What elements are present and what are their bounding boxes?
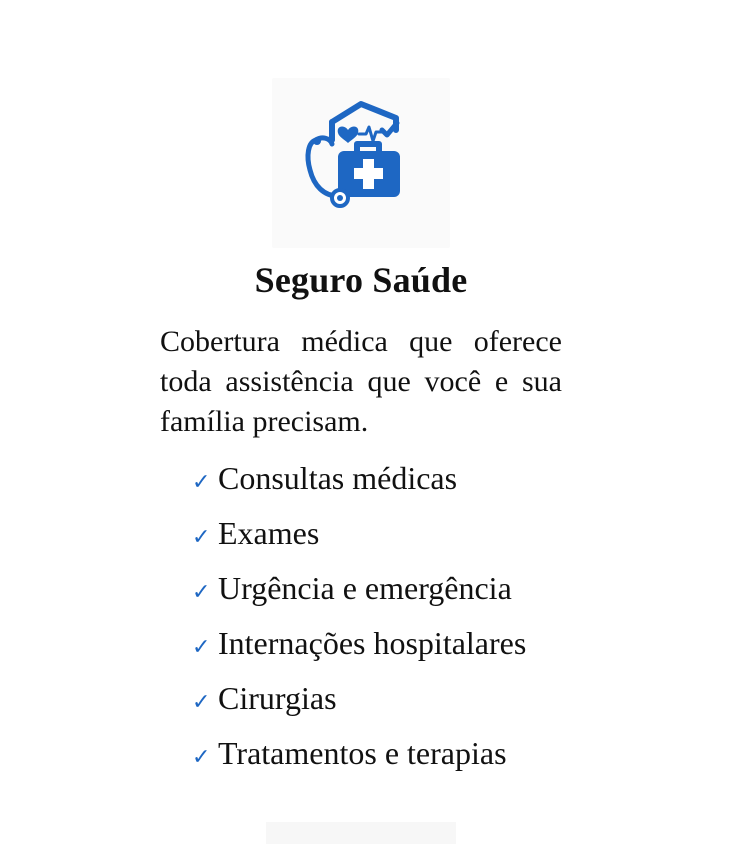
list-item — [192, 450, 526, 505]
list-item — [192, 505, 526, 560]
checkmark-icon: ✓ — [192, 579, 211, 605]
checkmark-icon: ✓ — [192, 469, 211, 495]
list-item-label: Consultas médicas — [218, 459, 458, 496]
list-item-label: Internações hospitalares — [218, 624, 527, 661]
list-item-label: Cirurgias — [218, 679, 337, 716]
list-item-label: Urgência e emergência — [218, 569, 512, 606]
checkmark-icon: ✓ — [192, 689, 211, 715]
list-item — [192, 670, 526, 725]
card-title: Seguro Saúde — [254, 260, 468, 300]
card-description: Cobertura médica que oferece toda assistência que você e sua família precisam. — [160, 325, 562, 438]
list-item-label: Exames — [218, 514, 320, 551]
next-card-edge — [266, 822, 456, 844]
list-item-label: Tratamentos e terapias — [218, 734, 507, 771]
list-item — [192, 560, 526, 615]
list-item — [192, 725, 526, 780]
medical-kit-shield-stethoscope-icon — [296, 96, 426, 226]
checkmark-icon: ✓ — [192, 524, 211, 550]
health-insurance-logo — [272, 78, 450, 248]
checkmark-icon: ✓ — [192, 744, 211, 770]
coverage-list — [192, 450, 526, 780]
checkmark-icon: ✓ — [192, 634, 211, 660]
list-item — [192, 615, 526, 670]
